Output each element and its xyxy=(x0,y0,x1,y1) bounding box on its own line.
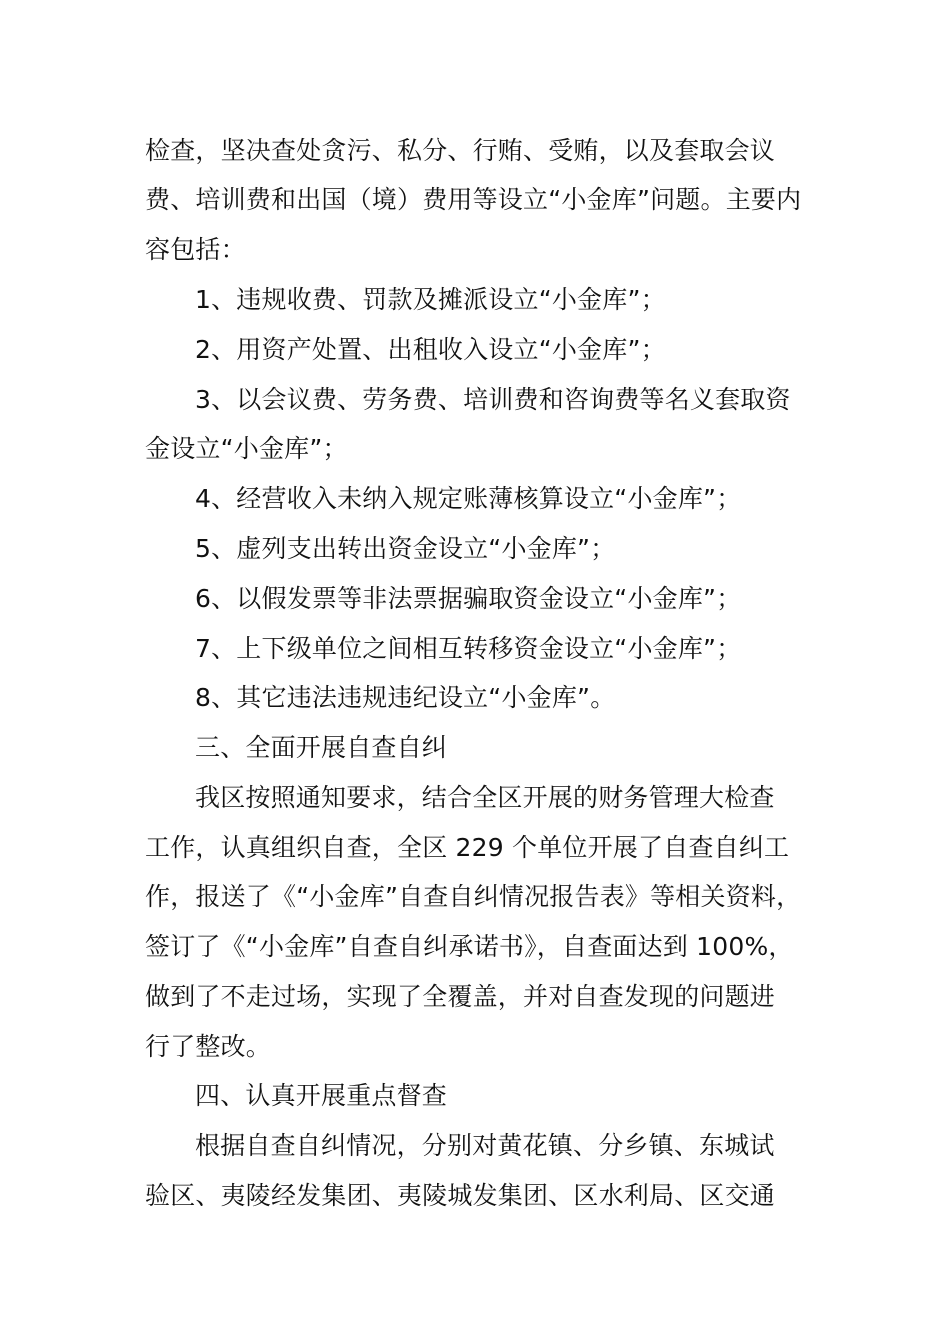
section-heading: 四、认真开展重点督查 xyxy=(195,1081,448,1110)
text-line: 3、以会议费、劳务费、培训费和咨询费等名义套取资 xyxy=(195,385,791,414)
section-heading: 三、全面开展自查自纠 xyxy=(195,733,448,762)
text-line: 金设立“小金库”； xyxy=(145,434,348,463)
text-line: 检查，坚决查处贪污、私分、行贿、受贿，以及套取会议 xyxy=(145,136,776,165)
text-line: 4、经营收入未纳入规定账薄核算设立“小金库”； xyxy=(195,484,742,513)
text-line: 行了整改。 xyxy=(145,1032,272,1061)
text-line: 验区、夷陵经发集团、夷陵城发集团、区水利局、区交通 xyxy=(145,1181,776,1210)
text-line: 根据自查自纠情况，分别对黄花镇、分乡镇、东城试 xyxy=(195,1131,775,1160)
text-line: 2、用资产处置、出租收入设立“小金库”； xyxy=(195,335,666,364)
text-line: 7、上下级单位之间相互转移资金设立“小金库”； xyxy=(195,634,742,663)
text-line: 5、虚列支出转出资金设立“小金库”； xyxy=(195,534,616,563)
text-line: 6、以假发票等非法票据骗取资金设立“小金库”； xyxy=(195,584,742,613)
text-line: 8、其它违法违规违纪设立“小金库”。 xyxy=(195,683,616,712)
text-line: 费、培训费和出国（境）费用等设立“小金库”问题。主要内 xyxy=(145,185,802,214)
text-line: 签订了《“小金库”自查自纠承诺书》，自查面达到 100%， xyxy=(145,932,794,961)
text-line: 容包括： xyxy=(145,235,246,264)
text-line: 工作，认真组织自查，全区 229 个单位开展了自查自纠工 xyxy=(145,833,790,862)
text-line: 1、违规收费、罚款及摊派设立“小金库”； xyxy=(195,285,666,314)
text-line: 作，报送了《“小金库”自查自纠情况报告表》等相关资料， xyxy=(145,882,802,911)
text-line: 做到了不走过场，实现了全覆盖，并对自查发现的问题进 xyxy=(145,982,776,1011)
text-line: 我区按照通知要求，结合全区开展的财务管理大检查 xyxy=(195,783,775,812)
